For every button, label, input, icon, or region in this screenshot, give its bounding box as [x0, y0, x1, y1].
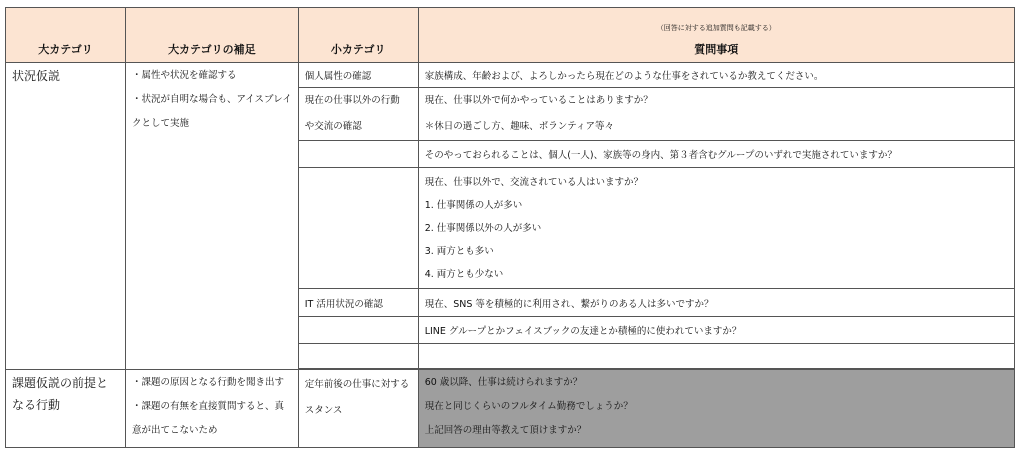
- question-line: ＊休日の過ごし方、趣味、ボランティア等々: [424, 121, 614, 132]
- question-cell: 家族構成、年齢および、よろしかったら現在どのような仕事をされているか教えてください。: [418, 63, 1014, 88]
- note-line: ・課題の原因となる行動を聞き出す: [132, 377, 285, 388]
- subcategory-line: スタンス: [304, 405, 343, 416]
- question-cell: [418, 168, 1014, 289]
- subcategory-line: や交流の確認: [304, 121, 362, 132]
- subcategory-empty: [298, 141, 418, 168]
- header-category-note: 大カテゴリの補足: [126, 8, 299, 63]
- subcategory-line: 定年前後の仕事に対する: [304, 379, 410, 390]
- table-row: [6, 63, 1015, 88]
- category-note-situation: [126, 63, 299, 370]
- subcategory-empty: [298, 168, 418, 289]
- question-line: 現在、仕事以外で、交流されている人はいますか？: [424, 176, 644, 188]
- question-option: 2. 仕事関係以外の人が多い: [424, 222, 542, 234]
- question-cell: 現在、SNS 等を積極的に利用され、繋がりのある人は多いですか？: [418, 289, 1014, 317]
- header-question: [418, 8, 1014, 63]
- question-option: 3. 両方とも多い: [424, 245, 494, 257]
- header-row: [6, 8, 1015, 63]
- question-line: 現在、仕事以外で何かやっていることはありますか？: [424, 95, 653, 106]
- header-question-label: 質問事項: [694, 43, 739, 56]
- header-category: 大カテゴリ: [6, 8, 126, 63]
- note-line: ・状況が自明な場合も、アイスブレイ: [132, 94, 292, 105]
- header-subcategory: 小カテゴリ: [298, 8, 418, 63]
- question-option: 4. 両方とも少ない: [424, 268, 504, 280]
- note-line: クとして実施: [132, 118, 190, 129]
- note-line: ・属性や状況を確認する: [132, 70, 237, 81]
- question-line: 60 歳以降、仕事は続けられますか？: [424, 377, 583, 388]
- subcategory-it-usage: IT 活用状況の確認: [298, 289, 418, 317]
- subcategory-line: 現在の仕事以外の行動: [304, 95, 400, 106]
- category-issue-premise: [6, 370, 126, 448]
- subcategory-activities: [298, 88, 418, 141]
- question-line: 現在と同じくらいのフルタイム勤務でしょうか？: [424, 401, 633, 412]
- subcategory-empty: [298, 317, 418, 344]
- table-row: [6, 370, 1015, 448]
- note-line: 意が出てこないため: [132, 425, 218, 436]
- question-line: 上記回答の理由等教えて頂けますか？: [424, 425, 587, 436]
- question-cell-shaded: [418, 370, 1014, 448]
- question-cell: LINE グループとかフェイスブックの友達とか積極的に使われていますか？: [418, 317, 1014, 344]
- header-question-annotation: （回答に対する追加質問も記載する）: [656, 24, 776, 32]
- subcategory-personal-attributes: 個人属性の確認: [298, 63, 418, 88]
- note-line: ・課題の有無を直接質問すると、真: [132, 401, 285, 412]
- question-cell: そのやっておられることは、個人(一人)、家族等の身内、第３者含むグループのいずれで実施されていますか？: [418, 141, 1014, 168]
- question-option: 1. 仕事関係の人が多い: [424, 199, 523, 211]
- category-note-issue: [126, 370, 299, 448]
- question-empty: [418, 344, 1014, 369]
- category-line: なる行動: [12, 398, 61, 412]
- category-line: 課題仮説の前提と: [12, 376, 109, 390]
- category-situation: 状況仮説: [6, 63, 126, 370]
- subcategory-empty: [298, 344, 418, 369]
- question-cell: [418, 88, 1014, 141]
- interview-question-table: [5, 7, 1015, 448]
- subcategory-retirement-stance: [298, 370, 418, 448]
